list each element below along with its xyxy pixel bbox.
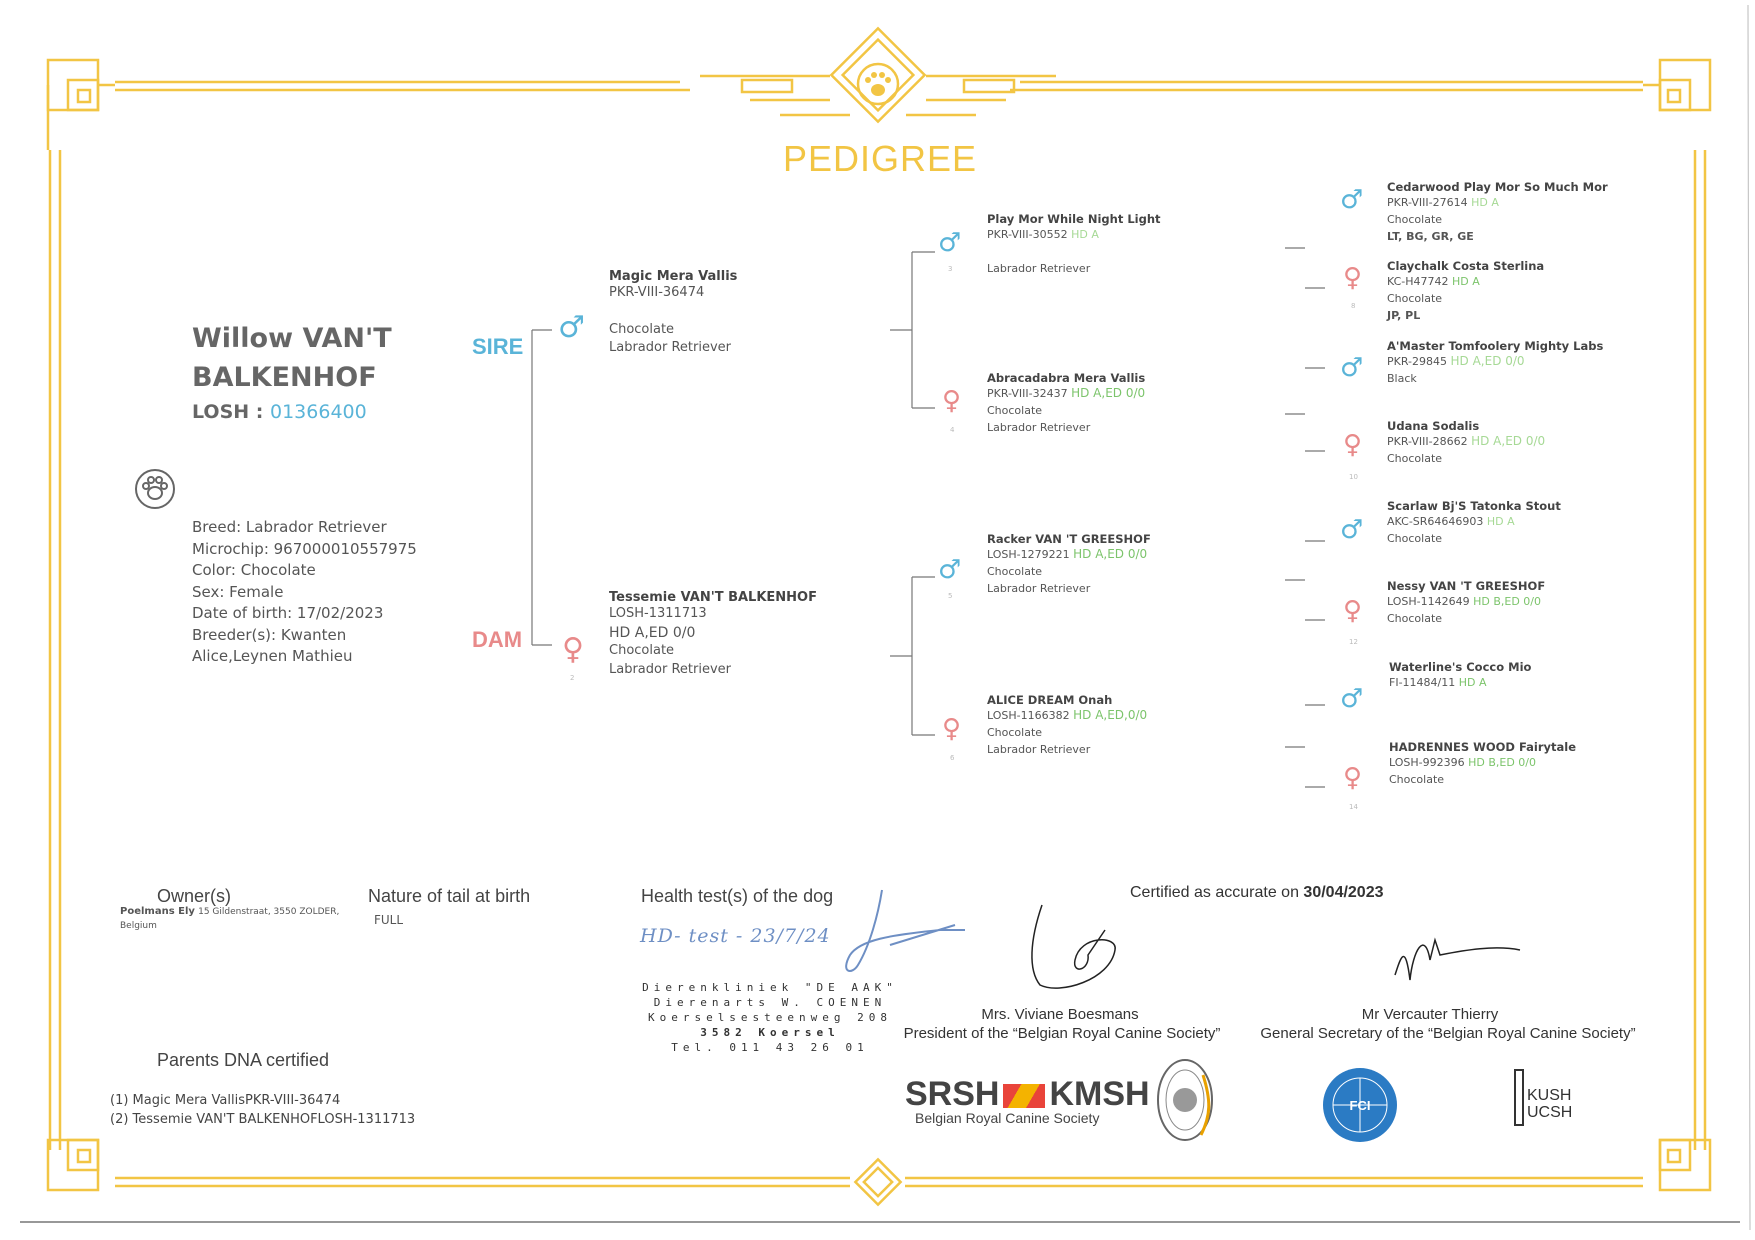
ggp-health: HD B,ED 0/0 <box>1473 595 1542 608</box>
ggp-name: Nessy VAN 'T GREESHOF <box>1387 579 1546 593</box>
dna-list <box>110 1091 415 1129</box>
gp-name: ALICE DREAM Onah <box>987 693 1113 707</box>
dam-reg: LOSH-1311713 <box>609 606 707 621</box>
gp-color: Chocolate <box>987 565 1043 578</box>
ggp-color: Chocolate <box>1389 773 1445 786</box>
breeder-field-1: Breeder(s): Kwanten <box>192 625 347 644</box>
gp-health: HD A <box>1071 228 1099 241</box>
secretary-title: General Secretary of the “Belgian Royal Canine Society” <box>1260 1025 1636 1042</box>
grandparent-entry <box>987 212 1161 277</box>
secretary-signature <box>1385 920 1525 990</box>
gp-health: HD A,ED 0/0 <box>1071 386 1146 400</box>
health-heading: Health test(s) of the dog <box>641 886 834 906</box>
ggp-name: HADRENNES WOOD Fairytale <box>1389 740 1577 754</box>
sire-color: Chocolate <box>609 321 675 337</box>
gp-number: 6 <box>950 754 955 762</box>
dog-name-line2: BALKENHOF <box>192 362 377 393</box>
ggp-number: 8 <box>1351 302 1356 310</box>
sex-field: Sex: Female <box>192 582 284 601</box>
gp-reg: PKR-VIII-30552 <box>987 228 1068 241</box>
grandparent-entry <box>987 693 1147 758</box>
great-grandparent-entry <box>1387 499 1561 547</box>
microchip-field: Microchip: 967000010557975 <box>192 539 417 558</box>
ggp-health: HD B,ED 0/0 <box>1468 756 1537 769</box>
dna-heading: Parents DNA certified <box>157 1050 330 1070</box>
stamp-line: Dierenkliniek "DE AAK" <box>642 981 898 994</box>
stamp-line: Dierenarts W. COENEN <box>653 996 887 1009</box>
ggp-name: A'Master Tomfoolery Mighty Labs <box>1387 339 1604 353</box>
ggp-titles: LT, BG, GR, GE <box>1387 230 1474 243</box>
ggp-reg: LOSH-992396 <box>1389 756 1465 769</box>
male-symbol-icon: ♂ <box>1340 185 1364 215</box>
female-symbol-icon: ♀ <box>1343 430 1363 460</box>
female-symbol-icon: ♀ <box>942 714 962 744</box>
breed-field: Breed: Labrador Retriever <box>192 518 387 536</box>
grandparent-entry <box>987 371 1145 436</box>
male-symbol-icon: ♂ <box>1340 684 1364 714</box>
vet-stamp <box>640 980 900 1055</box>
gp-breed: Labrador Retriever <box>987 582 1091 595</box>
president-signature <box>1020 900 1120 995</box>
male-symbol-icon: ♂ <box>558 310 585 345</box>
sire-breed: Labrador Retriever <box>609 340 731 355</box>
ggp-reg: PKR-VIII-28662 <box>1387 435 1468 448</box>
ggp-reg: FI-11484/11 <box>1389 676 1456 689</box>
ggp-reg: KC-H47742 <box>1387 275 1449 288</box>
ggp-color: Chocolate <box>1387 612 1443 625</box>
logo-subtitle: Belgian Royal Canine Society <box>915 1110 1100 1126</box>
ggp-color: Chocolate <box>1387 213 1443 226</box>
gp-color: Chocolate <box>987 404 1043 417</box>
logo-kmsh: KMSH <box>1049 1075 1150 1113</box>
page-title: PEDIGREE <box>782 138 978 179</box>
owner-address: 15 Gildenstraat, 3550 ZOLDER, <box>198 907 340 917</box>
gp-color: Chocolate <box>987 726 1043 739</box>
gp-name: Play Mor While Night Light <box>987 212 1161 226</box>
ggp-reg: AKC-SR64646903 <box>1387 515 1484 528</box>
certified-prefix: Certified as accurate on <box>1130 884 1304 901</box>
color-field: Color: Chocolate <box>192 561 316 579</box>
male-symbol-icon: ♂ <box>1340 353 1364 383</box>
ggp-health: HD A <box>1452 275 1480 288</box>
gp-health: HD A,ED,0/0 <box>1073 708 1148 722</box>
ggp-name: Waterline's Cocco Mio <box>1389 660 1532 674</box>
kush-text: KUSH <box>1527 1087 1572 1104</box>
ggp-health: HD A <box>1458 676 1487 689</box>
ggp-health: HD A <box>1471 196 1499 209</box>
gp-reg: LOSH-1279221 <box>987 548 1070 561</box>
female-symbol-icon: ♀ <box>942 386 962 416</box>
grandparent-entry <box>987 532 1151 597</box>
female-symbol-icon: ♀ <box>1343 596 1363 626</box>
female-symbol-icon: ♀ <box>1343 263 1363 293</box>
dam-health: HD A,ED 0/0 <box>609 624 696 641</box>
gp-breed: Labrador Retriever <box>987 421 1091 434</box>
ggp-name: Udana Sodalis <box>1387 419 1480 433</box>
dam-name: Tessemie VAN'T BALKENHOF <box>609 590 817 605</box>
ggp-titles: JP, PL <box>1387 309 1421 322</box>
president-title: President of the “Belgian Royal Canine Society” <box>903 1025 1221 1042</box>
dam-breed: Labrador Retriever <box>609 661 731 677</box>
ggp-reg: PKR-VIII-27614 <box>1387 196 1468 209</box>
sire-name: Magic Mera Vallis <box>609 269 738 284</box>
female-symbol-icon: ♀ <box>1343 763 1363 793</box>
great-grandparent-entry <box>1387 579 1545 627</box>
gp-name: Racker VAN 'T GREESHOF <box>987 532 1151 546</box>
ggp-name: Scarlaw Bj'S Tatonka Stout <box>1387 499 1561 513</box>
ggp-color: Chocolate <box>1387 292 1443 305</box>
owner-country: Belgium <box>120 921 157 931</box>
great-grandparent-entry <box>1389 740 1576 788</box>
srsh-seal-icon <box>1155 1055 1215 1145</box>
losh-label: LOSH : <box>192 401 270 423</box>
ggp-number: 12 <box>1349 638 1358 646</box>
gp-reg: LOSH-1166382 <box>987 709 1070 722</box>
owner-name: Poelmans Ely <box>120 906 195 917</box>
gp-breed: Labrador Retriever <box>987 262 1091 275</box>
losh-number: 01366400 <box>270 401 367 423</box>
secretary-name: Mr Vercauter Thierry <box>1361 1006 1499 1023</box>
srsh-kmsh-logo <box>905 1075 1150 1114</box>
gp-reg: PKR-VIII-32437 <box>987 387 1068 400</box>
gp-number: 3 <box>948 265 953 273</box>
owner-block <box>120 905 339 933</box>
stamp-line: 3582 Koersel <box>700 1026 840 1039</box>
gp-health: HD A,ED 0/0 <box>1073 547 1148 561</box>
sire-entry <box>609 269 737 358</box>
certified-date: 30/04/2023 <box>1303 884 1384 901</box>
tail-value: FULL <box>374 913 404 927</box>
gp-breed: Labrador Retriever <box>987 743 1091 756</box>
breeder-field-2: Alice,Leynen Mathieu <box>192 647 353 665</box>
dam-label: DAM <box>472 627 523 652</box>
dna-item: (2) Tessemie VAN'T BALKENHOFLOSH-1311713 <box>110 1112 416 1127</box>
ggp-health: HD A <box>1486 515 1515 528</box>
ggp-reg: LOSH-1142649 <box>1387 595 1470 608</box>
ggp-number: 10 <box>1349 473 1358 481</box>
fci-logo <box>1320 1065 1400 1145</box>
handwritten-health-note: HD- test - 23/7/24 <box>640 925 831 947</box>
dob-field: Date of birth: 17/02/2023 <box>192 604 384 622</box>
ggp-color: Chocolate <box>1387 452 1443 465</box>
ggp-health: HD A,ED 0/0 <box>1450 354 1525 368</box>
male-symbol-icon: ♂ <box>1340 515 1364 545</box>
vet-signature <box>830 885 970 985</box>
dog-name-line1: Willow VAN'T <box>192 323 392 354</box>
gp-number: 4 <box>950 426 955 434</box>
tail-heading: Nature of tail at birth <box>368 886 531 906</box>
logo-srsh: SRSH <box>905 1075 1000 1113</box>
ggp-reg: PKR-29845 <box>1387 355 1448 368</box>
ggp-color: Chocolate <box>1387 532 1443 545</box>
sire-label: SIRE <box>472 334 524 359</box>
dam-entry <box>609 590 817 679</box>
ggp-color: Black <box>1387 372 1417 385</box>
great-grandparent-entry <box>1387 180 1608 245</box>
logo-flag-icon <box>1003 1084 1045 1108</box>
owner-heading: Owner(s) <box>157 886 232 906</box>
gp-name: Abracadabra Mera Vallis <box>987 371 1146 385</box>
great-grandparent-entry <box>1387 419 1545 467</box>
male-symbol-icon: ♂ <box>938 555 962 585</box>
ucsh-text: UCSH <box>1527 1104 1573 1121</box>
dna-item: (1) Magic Mera VallisPKR-VIII-36474 <box>110 1093 341 1108</box>
stamp-line: Koerselsesteenweg 208 <box>647 1011 893 1024</box>
dam-number: 2 <box>570 674 575 682</box>
great-grandparent-entry <box>1387 339 1603 387</box>
kush-ucsh-logo <box>1505 1065 1585 1135</box>
dam-color: Chocolate <box>609 643 675 658</box>
ggp-name: Claychalk Costa Sterlina <box>1387 259 1545 273</box>
male-symbol-icon: ♂ <box>938 228 962 258</box>
sire-reg: PKR-VIII-36474 <box>609 285 705 300</box>
ggp-health: HD A,ED 0/0 <box>1471 434 1546 448</box>
fci-text: FCI <box>1349 1098 1371 1113</box>
female-symbol-icon: ♀ <box>562 632 584 667</box>
president-name: Mrs. Viviane Boesmans <box>981 1006 1139 1023</box>
stamp-line: Tel. 011 43 26 01 <box>671 1041 869 1054</box>
certified-line <box>1130 884 1384 902</box>
great-grandparent-entry <box>1389 660 1531 691</box>
ggp-name: Cedarwood Play Mor So Much Mor <box>1387 180 1608 194</box>
great-grandparent-entry <box>1387 259 1544 324</box>
ggp-number: 14 <box>1349 803 1358 811</box>
gp-number: 5 <box>948 592 953 600</box>
